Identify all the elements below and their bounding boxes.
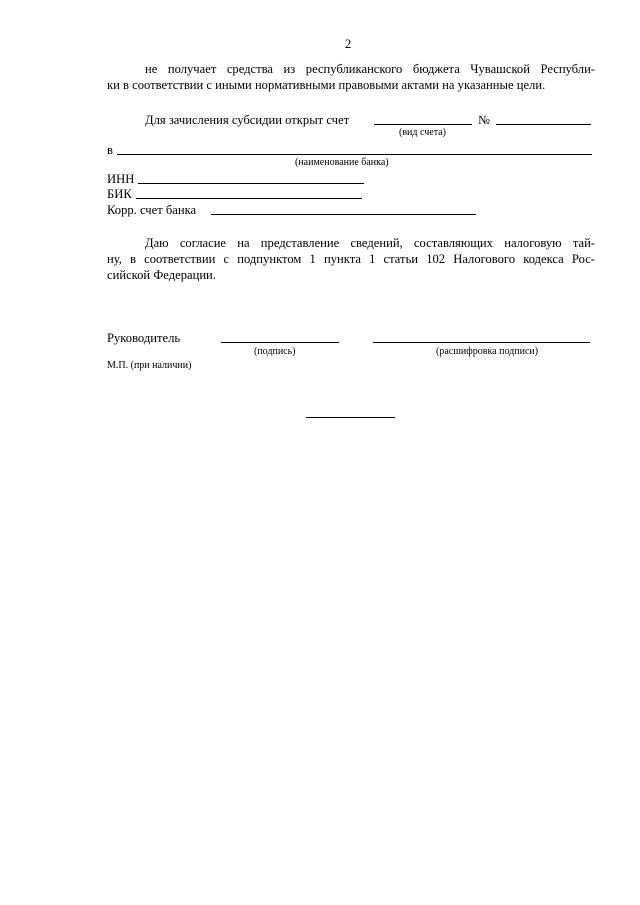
paragraph-line: ки в соответствии с иными нормативными правовыми актами на указанные цели.	[107, 78, 546, 92]
bik-label: БИК	[107, 187, 132, 201]
signature-decode-caption: (расшифровка подписи)	[436, 346, 539, 357]
bank-prefix: в	[107, 143, 113, 157]
corr-account-label: Корр. счет банка	[107, 203, 197, 217]
paragraph-line: ну, в соответствии с подпунктом 1 пункта 1 статьи 102 Налогового кодекса Рос-	[107, 252, 595, 266]
signature-caption: (подпись)	[254, 346, 296, 357]
inn-label: ИНН	[107, 172, 135, 186]
page-number: 2	[345, 37, 352, 51]
paragraph-line: не получает средства из республиканского бюджета Чувашской Республи-	[145, 62, 595, 76]
bik-field	[136, 198, 362, 199]
role-label: Руководитель	[107, 331, 181, 345]
account-type-caption: (вид счета)	[399, 127, 446, 138]
number-sign: №	[478, 113, 491, 127]
stamp-note: М.П. (при наличии)	[107, 360, 192, 371]
bank-caption: (наименование банка)	[295, 157, 389, 168]
bank-name-field	[117, 154, 592, 155]
account-type-field	[374, 124, 472, 125]
signature-decode-field	[373, 342, 590, 343]
account-number-field	[496, 124, 591, 125]
paragraph-line: Даю согласие на представление сведений, составляющих налоговую тай-	[145, 236, 595, 250]
paragraph-line: сийской Федерации.	[107, 268, 216, 282]
corr-account-field	[211, 214, 476, 215]
inn-field	[138, 183, 364, 184]
signature-field	[221, 342, 339, 343]
closing-separator	[306, 417, 395, 418]
account-text: Для зачисления субсидии открыт счет	[145, 113, 350, 127]
